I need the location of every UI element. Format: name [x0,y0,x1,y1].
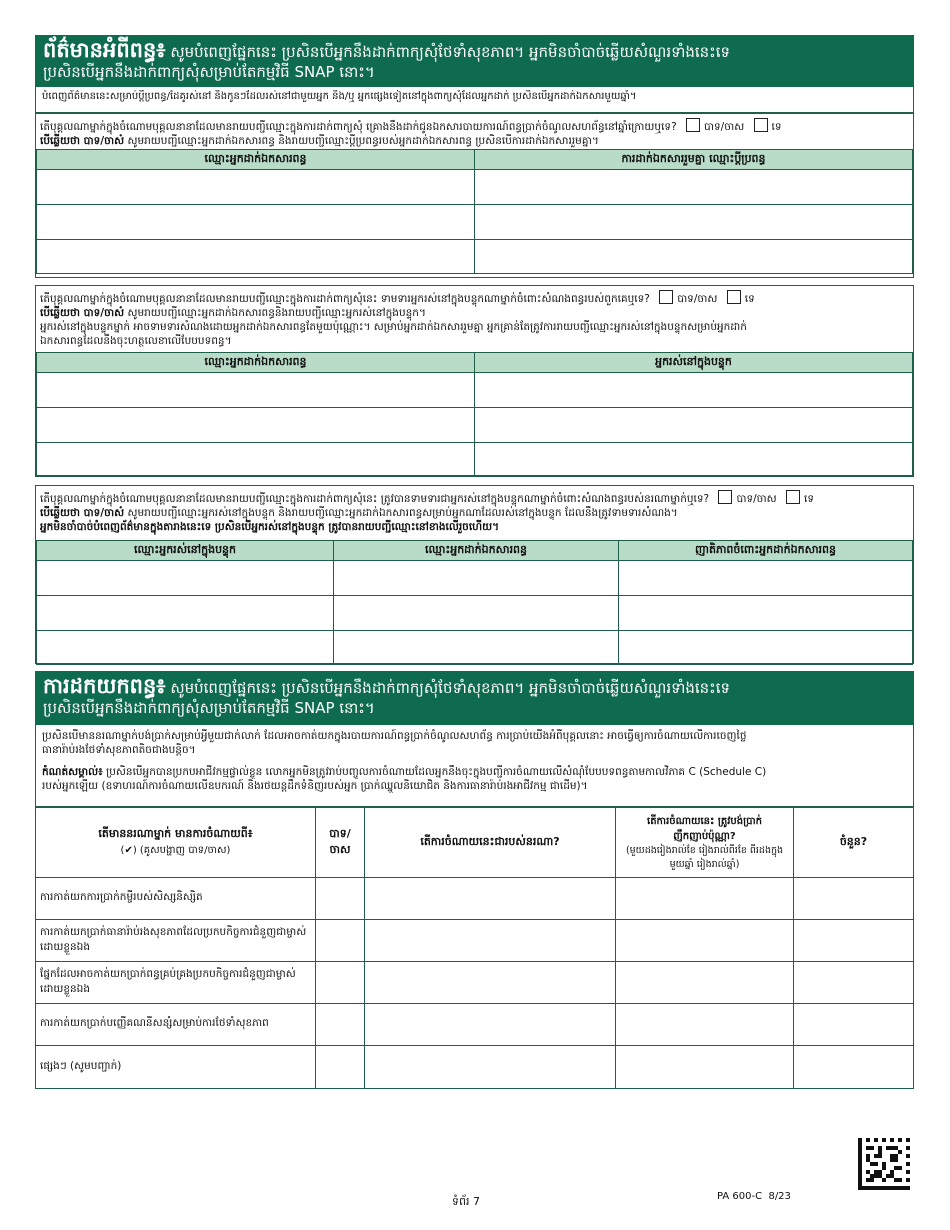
deductions-col-yes: បាទ/ ចាស [316,808,365,878]
q1-filer-cell[interactable] [37,205,475,240]
q3-no-label: ទេ [804,493,814,505]
deduction-frequency-cell[interactable] [616,878,794,920]
tax-info-subtitle-2: ប្រសិនបើអ្នកនឹងដាក់ពាក្យសុំសម្រាប់តែកម្មវិធី SNAP នោះ។ [43,63,375,81]
form-number: PA 600-C [717,1191,763,1202]
q3-col-relationship: ញាតិភាពចំពោះអ្នកដាក់ឯកសារពន្ធ [619,541,913,561]
deductions-col-frequency [616,808,794,878]
tax-info-header [35,35,914,87]
deduction-who-cell[interactable] [365,878,616,920]
q2-filer-cell[interactable] [37,373,475,408]
tax-info-intro-box [35,87,914,113]
q1-col-spouse: ការដាក់ឯកសាររួមគ្នា ឈ្មោះប្តីប្រពន្ធ [475,150,913,170]
deduction-amount-cell[interactable] [794,1046,914,1089]
deductions-intro-1: ប្រសិនបើមាននរណាម្នាក់បង់ប្រាក់សម្រាប់អ្វីមួយជាក់លាក់ ដែលអាចកាត់យកក្នុងរបាយការណ៍ពន្ធប្រាក់ចំណូលសហព័ន្ធ ការប្រាប់យើងអំពីបុគ្គលនោះ អាចធ្វើឲ្យការចំណាយលើការចេញថ្លៃ [42,730,747,742]
deduction-row-label: ការកាត់យកប្រាក់ធានារ៉ាប់រងសុខភាពដែលប្រកបកិច្ចការជំនួញជាម្ចាស់ដោយខ្លួនឯង [36,920,316,962]
q3-relationship-cell[interactable] [619,631,913,665]
q1-question: តើបុគ្គលណាម្នាក់ក្នុងចំណោមបុគ្គលនានាដែលមានរាយបញ្ជីឈ្មោះក្នុងការដាក់ពាក្យសុំ គ្រោងនឹងដាក់ជូនឯកសារបាយការណ៍ពន្ធប្រាក់ចំណូលសហព័ន្ធនៅឆ្នាំក្រោយឬទេ? [40,121,677,133]
q2-no-label: ទេ [744,293,755,305]
deduction-row-label: ផ្សេងៗ (សូមបញ្ជាក់) [36,1046,316,1089]
q1-filer-cell[interactable] [37,240,475,274]
q2-note-1: អ្នករស់នៅក្នុងបន្ទុកម្នាក់ អាចទាមទារសំណងដោយអ្នកដាក់ឯកសារពន្ធតែមួយប៉ុណ្ណោះ។ សម្រាប់អ្នកដាក់ឯកសាររួមគ្នា អ្នកគ្រាន់តែត្រូវការរាយបញ្ជីឈ្មោះអ្នករស់នៅក្នុងបន្ទុកសម្រាប់អ្នកដាក់ [40,321,747,333]
q2-yes-label: បាទ/ចាស [677,293,718,305]
q3-note: អ្នកមិនចាំបាច់បំពេញព័ត៌មានក្នុងតារាងនេះទេ ប្រសិនបើអ្នករស់នៅក្នុងបន្ទុក ត្រូវបានរាយបញ្ជីឈ្មោះនៅខាងលើរួចហើយ។ [40,521,500,533]
q3-section [35,485,914,664]
deductions-col-amount: ចំនួន? [794,808,914,878]
deductions-table [35,807,914,1089]
q1-spouse-cell[interactable] [475,240,913,274]
deduction-amount-cell[interactable] [794,878,914,920]
q2-followup-bold: បើឆ្លើយថា បាទ/ចាស៎ [40,307,125,319]
tax-info-intro: បំពេញព័ត៌មាននេះសម្រាប់ប្តីប្រពន្ធ/ដៃគូរស់នៅ និងកូនៗដែលរស់នៅជាមួយអ្នក និង/ឬ អ្នកផ្សេងទៀតនៅក្នុងពាក្យសុំដែលអ្នកដាក់ ប្រសិនបើអ្នកដាក់ឯកសារមួយឆ្នាំ។ [42,91,637,102]
deduction-who-cell[interactable] [365,962,616,1004]
deduction-amount-cell[interactable] [794,920,914,962]
deduction-amount-cell[interactable] [794,1004,914,1046]
deduction-frequency-cell[interactable] [616,1046,794,1089]
deduction-who-cell[interactable] [365,1004,616,1046]
q3-col-filer: ឈ្មោះអ្នកដាក់ឯកសារពន្ធ [334,541,619,561]
q2-yes-checkbox[interactable] [659,290,673,304]
q3-relationship-cell[interactable] [619,596,913,631]
deductions-subtitle-1: សូមបំពេញផ្នែកនេះ ប្រសិនបើអ្នកនឹងដាក់ពាក្យសុំថែទាំសុខភាព។ អ្នកមិនចាំបាច់ឆ្លើយសំណួរទាំងនេះទេ [170,679,731,697]
deduction-amount-cell[interactable] [794,962,914,1004]
q3-yes-checkbox[interactable] [718,490,732,504]
q1-no-label: ទេ [771,121,782,133]
q2-col-dependent: អ្នករស់នៅក្នុងបន្ទុក [475,353,913,373]
deduction-frequency-cell[interactable] [616,920,794,962]
q3-relationship-cell[interactable] [619,561,913,596]
q3-dependent-cell[interactable] [37,596,334,631]
deduction-frequency-cell[interactable] [616,962,794,1004]
deduction-yes-cell[interactable] [316,962,365,1004]
q1-spouse-cell[interactable] [475,170,913,205]
q1-table [36,149,913,274]
tax-info-title: ព័ត៌មានអំពីពន្ធ៖ [43,38,166,62]
q2-table [36,352,913,476]
q1-yes-checkbox[interactable] [686,118,700,132]
qr-code-icon [858,1138,910,1190]
deduction-yes-cell[interactable] [316,1046,365,1089]
q3-col-dependent: ឈ្មោះអ្នករស់នៅក្នុងបន្ទុក [37,541,334,561]
q2-no-checkbox[interactable] [727,290,741,304]
deductions-title: ការដកយកពន្ធ៖ [43,674,166,698]
tax-info-subtitle-1: សូមបំពេញផ្នែកនេះ ប្រសិនបើអ្នកនឹងដាក់ពាក្យសុំថែទាំសុខភាព។ អ្នកមិនចាំបាច់ឆ្លើយសំណួរទាំងនេះទេ [170,43,731,61]
deduction-row-label: ការកាត់យកប្រាក់បញ្ញើគណនីសន្សំសម្រាប់ការថែទាំសុខភាព [36,1004,316,1046]
q3-question: តើបុគ្គលណាម្នាក់ក្នុងចំណោមបុគ្គលនានាដែលមានរាយបញ្ជីឈ្មោះក្នុងការដាក់ពាក្យសុំនេះ ត្រូវបានទាមទារជាអ្នករស់នៅក្នុងបន្ទុកណាម្នាក់ចំពោះសំណងពន្ធរបស់នរណាម្នាក់ឬទេ? [40,493,710,505]
q1-filer-cell[interactable] [37,170,475,205]
q3-filer-cell[interactable] [334,596,619,631]
deduction-frequency-cell[interactable] [616,1004,794,1046]
deductions-col-type [36,808,316,878]
q2-note-2: ឯកសារពន្ធដែលនឹងចុះហត្ថលេខាលើបែបបទពន្ធ។ [40,335,232,347]
deduction-yes-cell[interactable] [316,878,365,920]
deduction-row-label: ការកាត់យកការប្រាក់កម្ចីរបស់សិស្សនិស្សិត [36,878,316,920]
deductions-col-freq-1: តើការចំណាយនេះ ត្រូវបង់ប្រាក់ [647,815,762,827]
q2-followup: សូមរាយបញ្ជីឈ្មោះអ្នកដាក់ឯកសារពន្ធនិងរាយបញ្ជីឈ្មោះអ្នករស់នៅក្នុងបន្ទុក។ [127,307,426,319]
q2-filer-cell[interactable] [37,408,475,443]
q2-dependent-cell[interactable] [475,443,913,476]
q1-spouse-cell[interactable] [475,205,913,240]
deductions-header [35,671,914,725]
deductions-col-freq-3: (មួយដងរៀងរាល់ខែ រៀងរាល់ពីរខែ ពីរដងក្នុងមួយឆ្នាំ រៀងរាល់ឆ្នាំ) [625,844,784,870]
q2-section [35,285,914,477]
q3-dependent-cell[interactable] [37,631,334,665]
deductions-subtitle-2: ប្រសិនបើអ្នកនឹងដាក់ពាក្យសុំសម្រាប់តែកម្មវិធី SNAP នោះ។ [43,699,375,717]
deductions-col-type-1: តើមាននរណាម្នាក់ មានការចំណាយពី៖ [98,827,253,840]
q1-no-checkbox[interactable] [754,118,768,132]
q3-followup: សូមរាយបញ្ជីឈ្មោះអ្នករស់នៅក្នុងបន្ទុក និងរាយបញ្ជីឈ្មោះអ្នកដាក់ឯកសារពន្ធសម្រាប់អ្នកណាដែលរស់នៅក្នុងបន្ទុក ដែលនឹងត្រូវទាមទារសំណង។ [127,507,678,519]
deductions-table-wrap [35,807,914,1089]
form-date: 8/23 [768,1191,791,1202]
q2-filer-cell[interactable] [37,443,475,476]
deductions-col-who: តើការចំណាយនេះជារបស់នរណា? [365,808,616,878]
q3-filer-cell[interactable] [334,561,619,596]
deductions-note-2: របស់អ្នកឡើយ (ឧទាហរណ៍ការចំណាយលើឧបករណ៍ និងរថយន្តដឹកទំនិញរបស់អ្នក ប្រាក់ឈ្នួលនិយោជិត និងការធានារ៉ាប់រងអាជីវកម្ម ជាដើម)។ [42,780,588,792]
deductions-col-freq-2: ញឹកញាប់ប៉ុណ្ណា? [673,830,736,842]
deduction-yes-cell[interactable] [316,920,365,962]
q2-dependent-cell[interactable] [475,408,913,443]
deductions-intro-2: ធានារ៉ាប់រងថែទាំសុខភាពតិចជាងបន្តិច។ [42,744,196,756]
deductions-note-label: កំណត់សម្គាល់៖ [42,766,103,778]
q3-table [36,540,913,665]
q1-section [35,113,914,278]
q3-no-checkbox[interactable] [786,490,800,504]
q3-filer-cell[interactable] [334,631,619,665]
q1-followup: សូមរាយបញ្ជីឈ្មោះអ្នកដាក់ឯកសារពន្ធ និងរាយបញ្ជីឈ្មោះប្តីប្រពន្ធរបស់អ្នកដាក់ឯកសារពន្ធ ប្រសិនបើការដាក់ឯកសាររួមគ្នា។ [127,135,599,147]
deduction-yes-cell[interactable] [316,1004,365,1046]
q2-question: តើបុគ្គលណាម្នាក់ក្នុងចំណោមបុគ្គលនានាដែលមានរាយបញ្ជីឈ្មោះក្នុងការដាក់ពាក្យសុំនេះ ទាមទារអ្នករស់នៅក្នុងបន្ទុកណាម្នាក់ចំពោះសំណងពន្ធរបស់ពួកគេឬទេ? [40,293,650,305]
q1-followup-bold: បើឆ្លើយថា បាទ/ចាស៎ [40,135,125,147]
q3-followup-bold: បើឆ្លើយថា បាទ/ចាស៎ [40,507,125,519]
deduction-who-cell[interactable] [365,1046,616,1089]
deductions-intro-box [35,725,914,807]
deductions-col-type-2: (✔) (គូសបង្ហាញ បាទ/ចាស) [120,845,231,856]
deduction-row-label: ផ្នែកដែលអាចកាត់យកប្រាក់ពន្ធគ្រប់គ្រងប្រកបកិច្ចការជំនួញជាម្ចាស់ដោយខ្លួនឯង [36,962,316,1004]
q3-yes-label: បាទ/ចាស [736,493,777,505]
deductions-note-1: ប្រសិនបើអ្នកបានប្រកបអាជីវកម្មផ្ទាល់ខ្លួន លោកអ្នកមិនត្រូវរាប់បញ្ចូលការចំណាយដែលអ្នកនឹងចុះក្នុងបញ្ជីការចំណាយលើសំណុំបែបបទពន្ធតាមកាលវិភាគ C (Schedule C) [106,766,767,778]
form-id [717,1191,791,1202]
q2-col-filer: ឈ្មោះអ្នកដាក់ឯកសារពន្ធ [37,353,475,373]
deduction-who-cell[interactable] [365,920,616,962]
q1-col-filer: ឈ្មោះអ្នកដាក់ឯកសារពន្ធ [37,150,475,170]
q1-yes-label: បាទ/ចាស [704,121,745,133]
page-number: ទំព័រ 7 [452,1195,480,1208]
q3-dependent-cell[interactable] [37,561,334,596]
q2-dependent-cell[interactable] [475,373,913,408]
